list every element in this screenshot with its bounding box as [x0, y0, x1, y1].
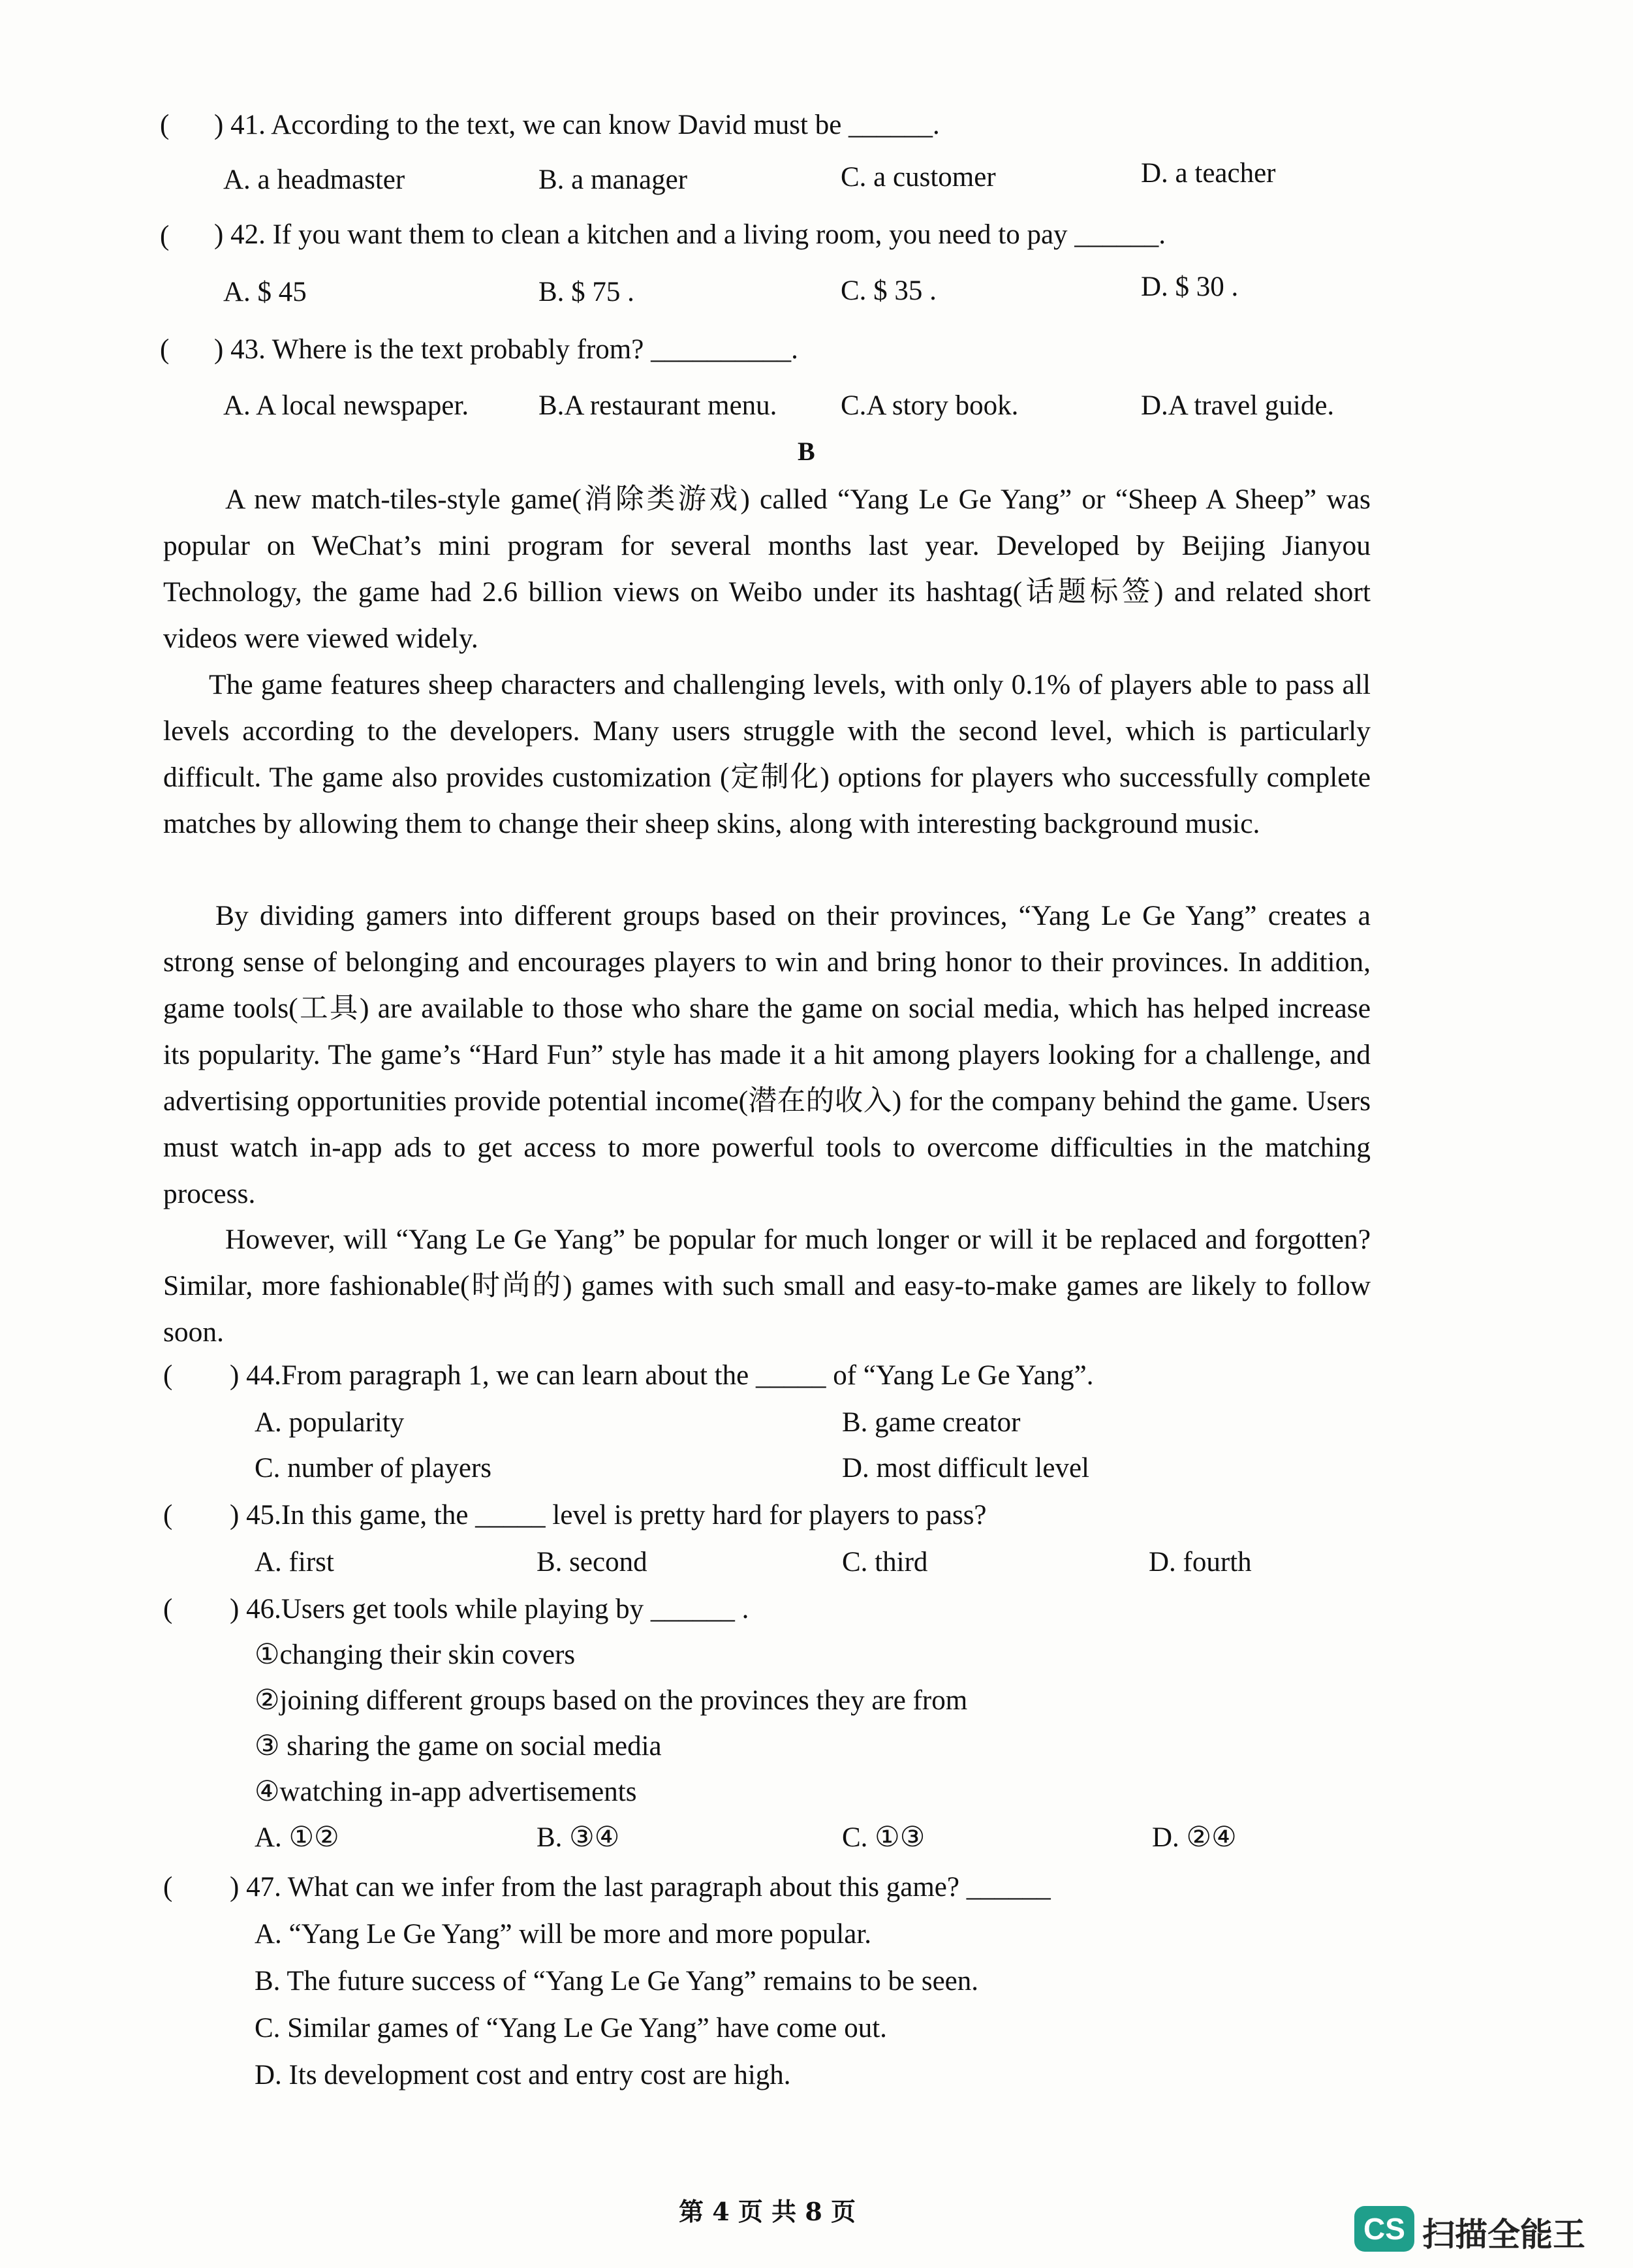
q41-option-c: C. a customer	[841, 162, 996, 193]
q42-stem: ) 42. If you want them to clean a kitchen and a living room, you need to pay ______.	[214, 219, 1166, 250]
q47-option-d: D. Its development cost and entry cost are high.	[255, 2060, 791, 2090]
q45-option-d: D. fourth	[1149, 1547, 1252, 1577]
q41-option-b: B. a manager	[538, 164, 688, 195]
q47-option-a: A. “Yang Le Ge Yang” will be more and more popular.	[255, 1919, 872, 1950]
q42-option-b: B. $ 75 .	[538, 277, 634, 307]
q41-option-a: A. a headmaster	[223, 164, 405, 195]
q44-paren: (	[163, 1360, 173, 1391]
q43-option-b: B.A restaurant menu.	[538, 390, 777, 421]
q44-option-c: C. number of players	[255, 1453, 492, 1484]
q42-option-c: C. $ 35 .	[841, 275, 937, 306]
q44-option-b: B. game creator	[842, 1407, 1021, 1438]
q46-option-c: C. ①③	[842, 1822, 925, 1853]
q46-option-b: B. ③④	[537, 1822, 620, 1853]
q46-paren: (	[163, 1594, 173, 1624]
q46-item-3: ③ sharing the game on social media	[255, 1731, 662, 1762]
q44-stem: ) 44.From paragraph 1, we can learn about the _____ of “Yang Le Ge Yang”.	[230, 1360, 1094, 1391]
q42-option-a: A. $ 45	[223, 277, 307, 307]
q43-option-a: A. A local newspaper.	[223, 390, 469, 421]
q46-stem: ) 46.Users get tools while playing by ______ .	[230, 1594, 749, 1624]
q41-option-d: D. a teacher	[1141, 158, 1276, 189]
q43-stem: ) 43. Where is the text probably from? __________.	[214, 334, 798, 365]
passage-paragraph-3: By dividing gamers into different groups based on their provinces, “Yang Le Ge Yang” creates a strong sense of belonging and encourages players to win and bring honor to their provinces. In addition, game tools(工具) are available to those who share the game on social media, which has helped increase its popularity. The game’s “Hard Fun” style has made it a hit among players looking for a challenge, and advertising opportunities provide potential income(潜在的收入) for the company behind the game. Users must watch in-app ads to get access to more powerful tools to overcome difficulties in the matching process.	[163, 900, 1371, 1209]
q47-paren: (	[163, 1872, 173, 1903]
q42-paren: (	[160, 221, 170, 251]
q46-item-4: ④watching in-app advertisements	[255, 1777, 637, 1807]
q46-option-a: A. ①②	[255, 1822, 339, 1853]
q43-option-d: D.A travel guide.	[1141, 390, 1335, 421]
q46-option-d: D. ②④	[1152, 1822, 1237, 1853]
q45-stem: ) 45.In this game, the _____ level is pretty hard for players to pass?	[230, 1500, 987, 1530]
section-heading-b: B	[798, 437, 815, 466]
q44-option-a: A. popularity	[255, 1407, 405, 1438]
q45-option-c: C. third	[842, 1547, 928, 1577]
passage-paragraph-2: The game features sheep characters and challenging levels, with only 0.1% of players able to pass all levels according to the developers. Many users struggle with the second level, which is particularly difficult. The game also provides customization (定制化) options for players who successfully complete matches by allowing them to change their sheep skins, along with interesting background music.	[163, 669, 1371, 839]
q44-option-d: D. most difficult level	[842, 1453, 1089, 1484]
q43-paren: (	[160, 334, 170, 365]
camscanner-logo-icon: CS	[1354, 2206, 1414, 2252]
q47-stem: ) 47. What can we infer from the last paragraph about this game? ______	[230, 1872, 1051, 1903]
q47-option-b: B. The future success of “Yang Le Ge Yang” remains to be seen.	[255, 1966, 978, 1996]
passage-paragraph-4: However, will “Yang Le Ge Yang” be popular for much longer or will it be replaced and forgotten? Similar, more fashionable(时尚的) games with such small and easy-to-make games are likely to follow soon.	[163, 1224, 1371, 1348]
q43-option-c: C.A story book.	[841, 390, 1019, 421]
page-number: 第 4 页 共 8 页	[679, 2197, 856, 2226]
q45-paren: (	[163, 1500, 173, 1530]
q41-paren: (	[160, 110, 170, 140]
scanner-watermark	[1354, 2206, 1615, 2252]
q45-option-b: B. second	[537, 1547, 647, 1577]
q47-option-c: C. Similar games of “Yang Le Ge Yang” have come out.	[255, 2013, 887, 2043]
passage-paragraph-1: A new match-tiles-style game(消除类游戏) called “Yang Le Ge Yang” or “Sheep A Sheep” was popular on WeChat’s mini program for several months last year. Developed by Beijing Jianyou Technology, the game had 2.6 billion views on Weibo under its hashtag(话题标签) and related short videos were viewed widely.	[163, 484, 1371, 654]
watermark-text: 扫描全能王	[1422, 2216, 1585, 2254]
q41-stem: ) 41. According to the text, we can know David must be ______.	[214, 110, 940, 140]
q42-option-d: D. $ 30 .	[1141, 272, 1239, 302]
q46-item-2: ②joining different groups based on the provinces they are from	[255, 1685, 968, 1716]
q46-item-1: ①changing their skin covers	[255, 1639, 576, 1670]
q45-option-a: A. first	[255, 1547, 334, 1577]
